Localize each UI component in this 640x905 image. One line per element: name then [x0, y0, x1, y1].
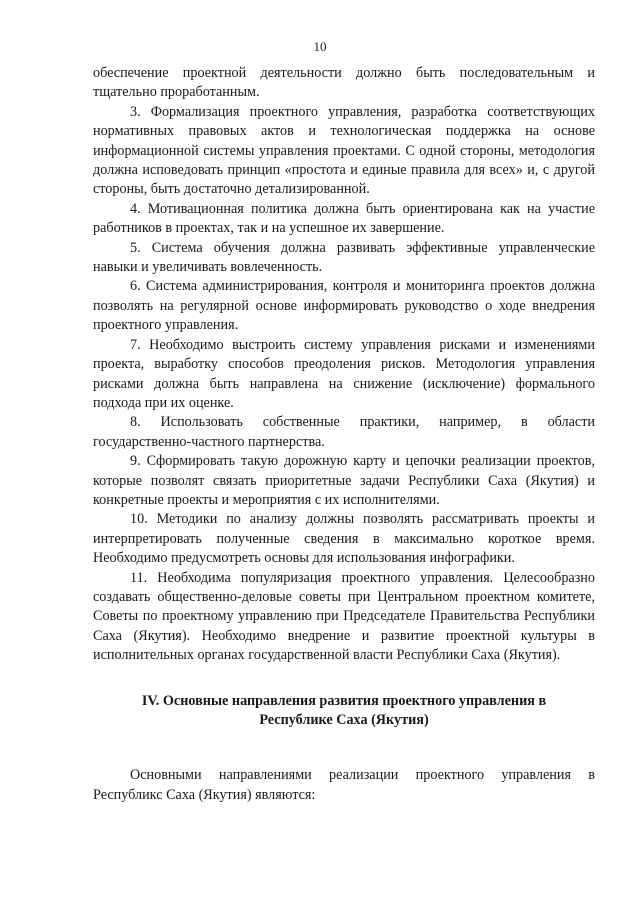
document-body — [93, 64, 595, 805]
closing-paragraph: Основными направлениями реализации проектного управления в Республикс Саха (Якутия) являются: — [93, 767, 595, 803]
section-heading-line-2: Республике Саха (Якутия) — [259, 712, 429, 728]
paragraph-item-7: 7. Необходимо выстроить систему управления рисками и изменениями проекта, выработку способов преодоления рисков. Методология управления рисками должна быть направлена на снижение (исключение) формального подхода при их оценке. — [93, 336, 595, 411]
paragraph-item-10: 10. Методики по анализу должны позволять рассматривать проекты и интерпретировать полученные сведения в максимально короткое время. Необходимо предусмотреть основы для использования инфографики. — [93, 511, 595, 567]
paragraph-item-6: 6. Система администрирования, контроля и мониторинга проектов должна позволять на регулярной основе информировать руководство о ходе внедрения проектного управления. — [93, 278, 595, 334]
paragraph-item-4: 4. Мотивационная политика должна быть ориентирована как на участие работников в проектах, так и на успешное их завершение. — [93, 200, 595, 237]
section-heading-line-1: IV. Основные направления развития проектного управления в — [141, 692, 547, 709]
paragraph-continuation: обеспечение проектной деятельности должно быть последовательным и тщательно проработанным. — [93, 65, 595, 101]
paragraph-item-11: 11. Необходима популяризация проектного управления. Целесообразно создавать общественно-деловые советы при Центральном проектном комитете, Советы по проектному управлению при Председателе Правительства Республики Саха (Якутия). Необходимо внедрение и развитие проектной культуры в исполнительных органах государственной власти Республики Саха (Якутия). — [93, 569, 595, 664]
paragraph-item-3: 3. Формализация проектного управления, разработка соответствующих нормативных правовых актов и технологическая поддержка на основе информационной системы управления проектами. С одной стороны, методология должна исповедовать принцип «простота и единые правила для всех» и, с другой стороны, быть достаточно детализированной. — [93, 103, 595, 198]
paragraph-item-9: 9. Сформировать такую дорожную карту и цепочки реализации проектов, которые позволят связать приоритетные задачи Республики Саха (Якутия) и конкретные проекты и мероприятия с их исполнителями. — [93, 453, 595, 508]
page-number: 10 — [313, 39, 327, 54]
section-heading — [93, 692, 595, 731]
paragraph-item-8: 8. Использовать собственные практики, например, в области государственно-частного партнерства. — [93, 414, 595, 450]
paragraph-item-5: 5. Система обучения должна развивать эффективные управленческие навыки и увеличивать вовлеченность. — [93, 239, 595, 276]
